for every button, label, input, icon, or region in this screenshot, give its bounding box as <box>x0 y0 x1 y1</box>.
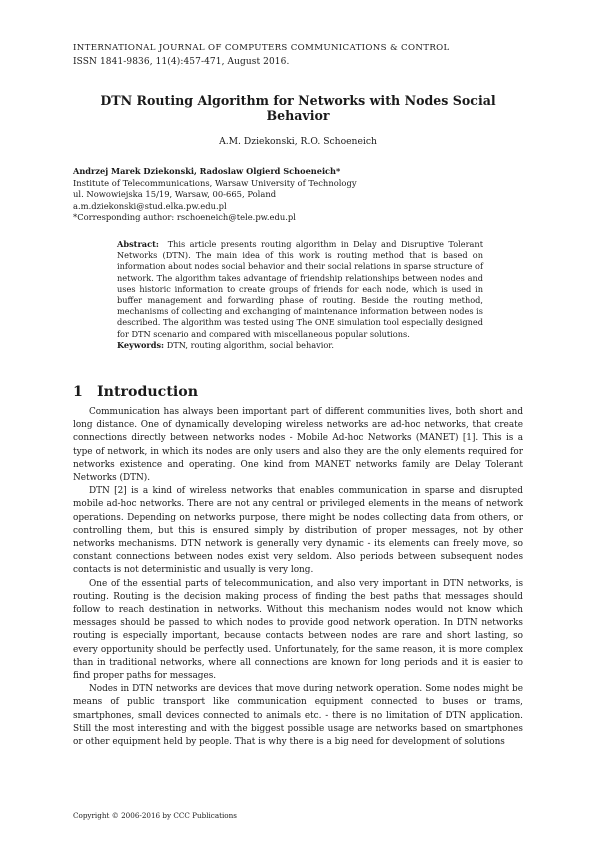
section-body <box>73 406 523 749</box>
address: ul. Nowowiejska 15/19, Warsaw, 00-665, Poland <box>73 189 277 200</box>
abstract-label: Abstract: <box>117 239 159 249</box>
email: a.m.dziekonski@stud.elka.pw.edu.pl <box>73 200 227 211</box>
abstract-paragraph <box>117 239 483 340</box>
section-title: Introduction <box>97 384 199 400</box>
affiliation-block <box>73 166 523 224</box>
paragraph: DTN [2] is a kind of wireless networks that enables communication in sparse and disrupted mobile ad-hoc networks. There are not any central or privileged elements in the means of network operations. Depending on networks purpose, there might be nodes collecting data from others, or controlling them, but this is ensured simply by distribution of proper messages, not by other networks mechanisms. DTN network is generally very dynamic - its elements can freely move, so constant connections between nodes exist very seldom. Also periods between subsequent nodes contacts is not deterministic and usually is very long. <box>73 486 523 576</box>
abstract-block <box>117 239 483 351</box>
author-list: A.M. Dziekonski, R.O. Schoeneich <box>219 136 377 147</box>
copyright-footer: Copyright © 2006-2016 by CCC Publications <box>73 811 237 820</box>
keywords-text: DTN, routing algorithm, social behavior. <box>166 339 334 350</box>
institute: Institute of Telecommunications, Warsaw University of Technology <box>73 177 357 188</box>
journal-name: INTERNATIONAL JOURNAL OF COMPUTERS COMMUNICATIONS & CONTROL <box>73 43 450 53</box>
paragraph: One of the essential parts of telecommunication, and also very important in DTN networks, is routing. Routing is the decision making process of finding the best paths that messages should follow to reach destination in networks. Without this mechanism nodes would not know which messages should be passed to which nodes to provide good network operation. In DTN networks routing is especially important, because contacts between nodes are rare and short lasting, so every opportunity should be perfectly used. Unfortunately, for the same reason, it is more complex than in traditional networks, where all connections are known for long periods and it is easier to find proper paths for messages. <box>73 578 523 682</box>
title-line-2: Behavior <box>266 108 330 123</box>
running-head <box>73 41 533 69</box>
paper-title <box>73 93 523 123</box>
paragraph: Communication has always been important part of different communities lives, both short and long distance. One of dynamically developing wireless networks are ad-hoc networks, that create connections directly between networks nodes - Mobile Ad-hoc Networks (MANET) [1]. This is a type of network, in which its nodes are only users and also they are the only elements required for networks existence and operating. One kind from MANET networks family are Delay Tolerant Networks (DTN). <box>73 407 523 484</box>
section-heading <box>73 384 198 400</box>
author-full-names: Andrzej Marek Dziekonski, Radoslaw Olgierd Schoeneich* <box>73 166 341 176</box>
issn-line: ISSN 1841-9836, 11(4):457-471, August 2016. <box>73 57 290 67</box>
keywords-label: Keywords: <box>117 339 165 350</box>
corresponding-author: *Corresponding author: rschoeneich@tele.pw.edu.pl <box>73 212 296 223</box>
title-line-1: DTN Routing Algorithm for Networks with Nodes Social <box>100 93 496 108</box>
abstract-text: This article presents routing algorithm in Delay and Disruptive Tolerant Networks (DTN). The main idea of this work is routing method that is based on information about nodes social behavior and their social relations in sparse structure of network. The algorithm takes advantage of friendship relationships between nodes and uses historic information to create groups of friends for each node, which is used in buffer management and forwarding phase of routing. Beside the routing method, mechanisms of collecting and exchanging of maintenance information between nodes is described. The algorithm was tested using The ONE simulation tool especially designed for DTN scenario and compared with miscellaneous popular solutions. <box>117 239 483 339</box>
paragraph: Nodes in DTN networks are devices that move during network operation. Some nodes might be means of public transport like communication equipment connected to buses or trams, smartphones, small devices connected to animals etc. - there is no limitation of DTN application. Still the most interesting and with the biggest possible usage are networks based on smartphones or other equipment held by people. That is why there is a big need for development of solutions <box>73 684 523 748</box>
section-number: 1 <box>73 384 83 400</box>
keywords-line <box>117 340 483 351</box>
